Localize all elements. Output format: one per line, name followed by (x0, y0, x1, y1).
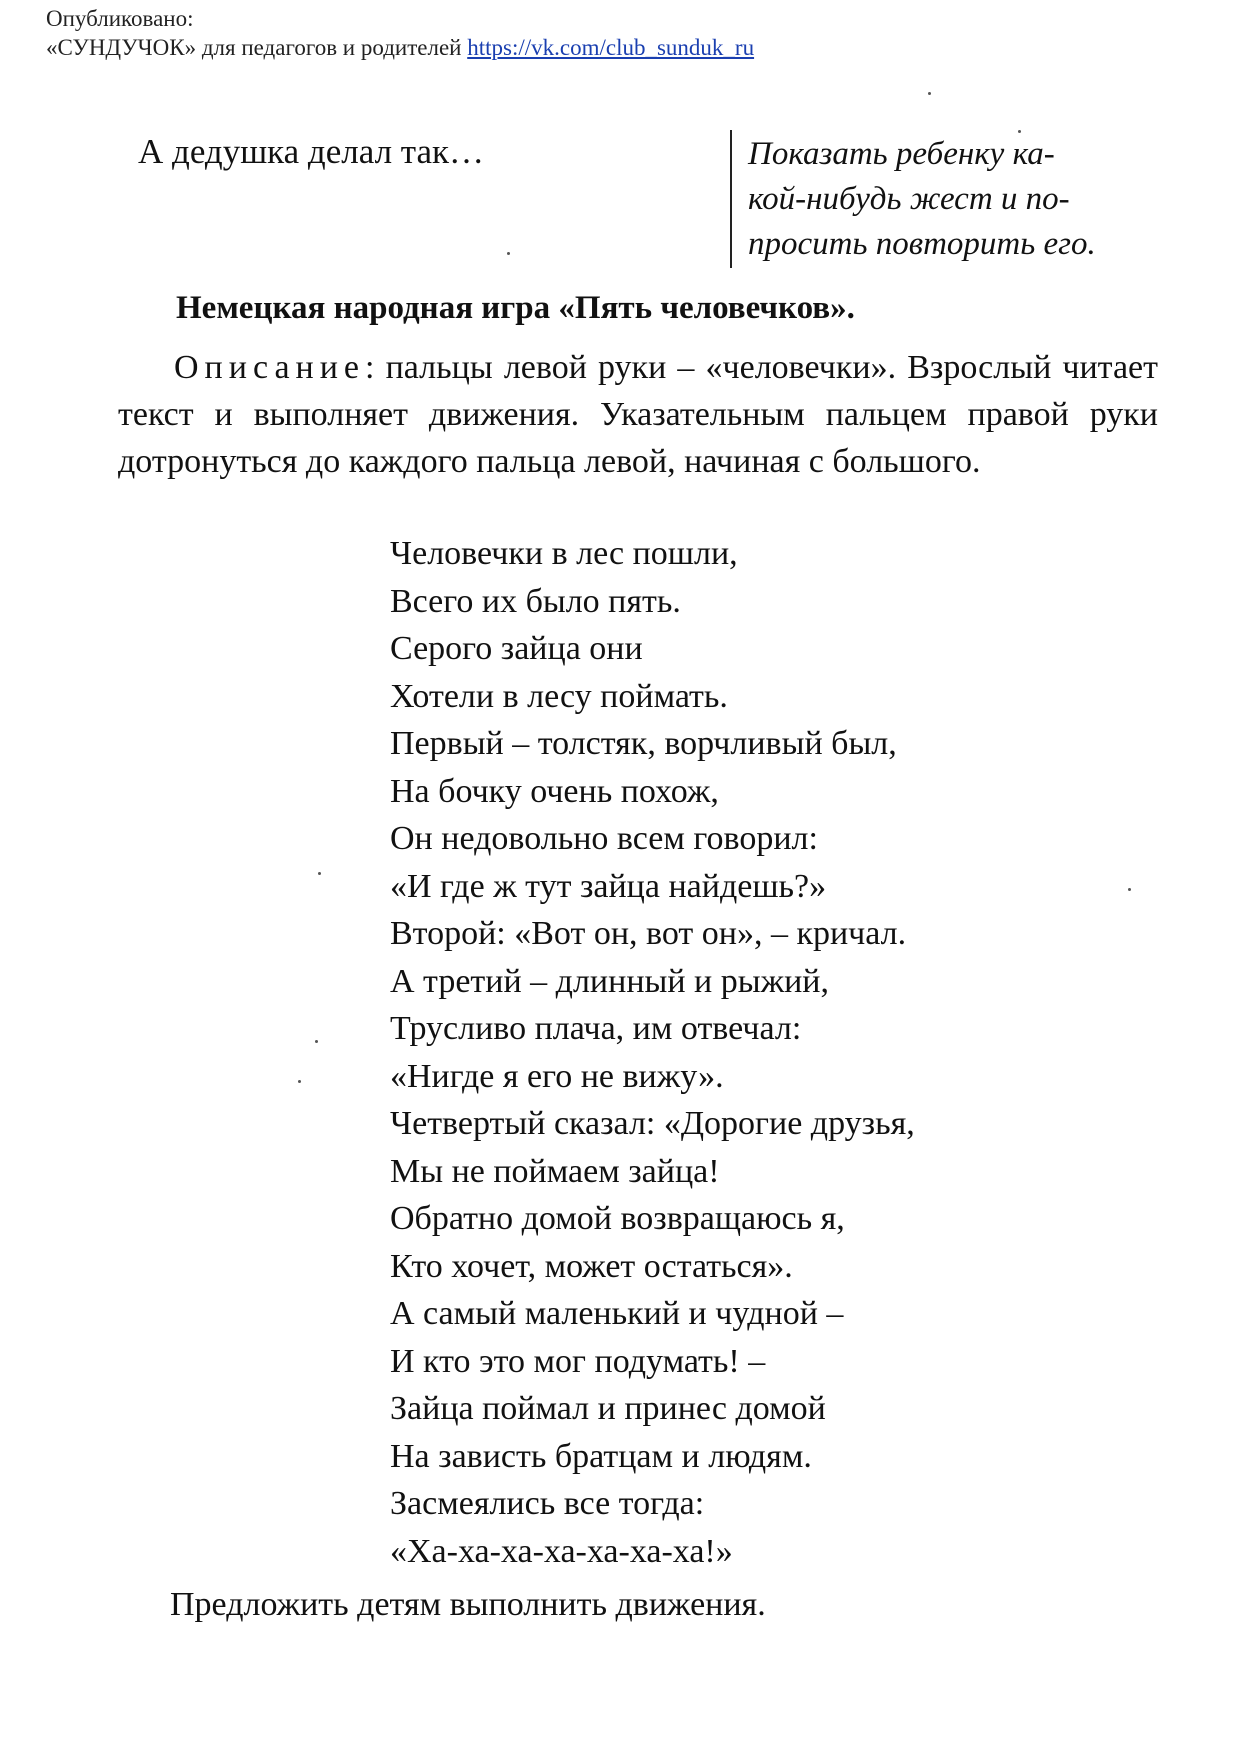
poem-line: На зависть братцам и людям. (390, 1437, 812, 1475)
rule-instruction (748, 132, 1148, 267)
scan-speck (507, 252, 510, 255)
poem (390, 530, 915, 1575)
poem-line: Человечки в лес пошли, (390, 535, 738, 572)
closing-instruction: Предложить детям выполнить движения. (170, 1586, 766, 1623)
description-label: Описание (174, 349, 366, 386)
scan-speck (318, 872, 321, 875)
scan-speck (1128, 888, 1131, 891)
poem-line: Второй: «Вот он, вот он», – кричал. (390, 915, 907, 952)
instruction-row (138, 128, 1138, 278)
game-title: Немецкая народная игра «Пять человечков». (176, 290, 855, 326)
column-divider (730, 130, 732, 268)
poem-line: Засмеялись все тогда: (390, 1485, 705, 1522)
publisher-name: «СУНДУЧОК» для педагогов и родителей (46, 35, 462, 60)
poem-line: «Нигде я его не вижу». (390, 1057, 724, 1095)
publisher-line (46, 33, 754, 62)
published-label: Опубликовано: (46, 6, 194, 31)
poem-line: Зайца поймал и принес домой (390, 1390, 826, 1427)
poem-line: Первый – толстяк, ворчливый был, (390, 725, 897, 762)
rule-text: А дедушка делал так… (138, 132, 485, 171)
poem-line: «Ха-ха-ха-ха-ха-ха-ха!» (390, 1532, 733, 1570)
poem-line: Он недовольно всем говорил: (390, 820, 818, 857)
scan-speck (298, 1080, 301, 1083)
poem-line: Серого зайца они (390, 630, 643, 667)
poem-line: Четвертый сказал: «Дорогие друзья, (390, 1105, 915, 1142)
scan-speck (1018, 130, 1021, 133)
poem-line: Кто хочет, может остаться». (390, 1247, 793, 1285)
poem-line: Обратно домой возвращаюсь я, (390, 1200, 845, 1237)
poem-line: Мы не поймаем зайца! (390, 1152, 720, 1190)
poem-line: Трусливо плача, им отвечал: (390, 1010, 802, 1047)
publisher-link[interactable]: https://vk.com/club_sunduk_ru (467, 35, 755, 60)
poem-line: Всего их было пять. (390, 582, 681, 620)
instruction-line: Показать ребенку ка- (748, 136, 1055, 172)
poem-line: А самый маленький и чудной – (390, 1295, 844, 1332)
scan-speck (315, 1040, 318, 1043)
game-description (118, 344, 1158, 485)
poem-line: «И где ж тут зайца найдешь?» (390, 867, 827, 905)
scan-speck (928, 92, 931, 95)
poem-line: На бочку очень похож, (390, 772, 719, 810)
instruction-line: кой-нибудь жест и по- (748, 181, 1070, 217)
poem-line: И кто это мог подумать! – (390, 1342, 766, 1380)
instruction-line: просить повторить его. (748, 226, 1096, 262)
poem-line: Хотели в лесу поймать. (390, 677, 728, 715)
description-text: : пальцы левой руки – «человечки». Взрослый читает текст и выполняет движения. Указательным пальцем правой руки дотронуться до каждого пальца левой, начиная с большого. (118, 349, 1158, 480)
publication-header (46, 4, 754, 62)
poem-line: А третий – длинный и рыжий, (390, 962, 829, 1000)
